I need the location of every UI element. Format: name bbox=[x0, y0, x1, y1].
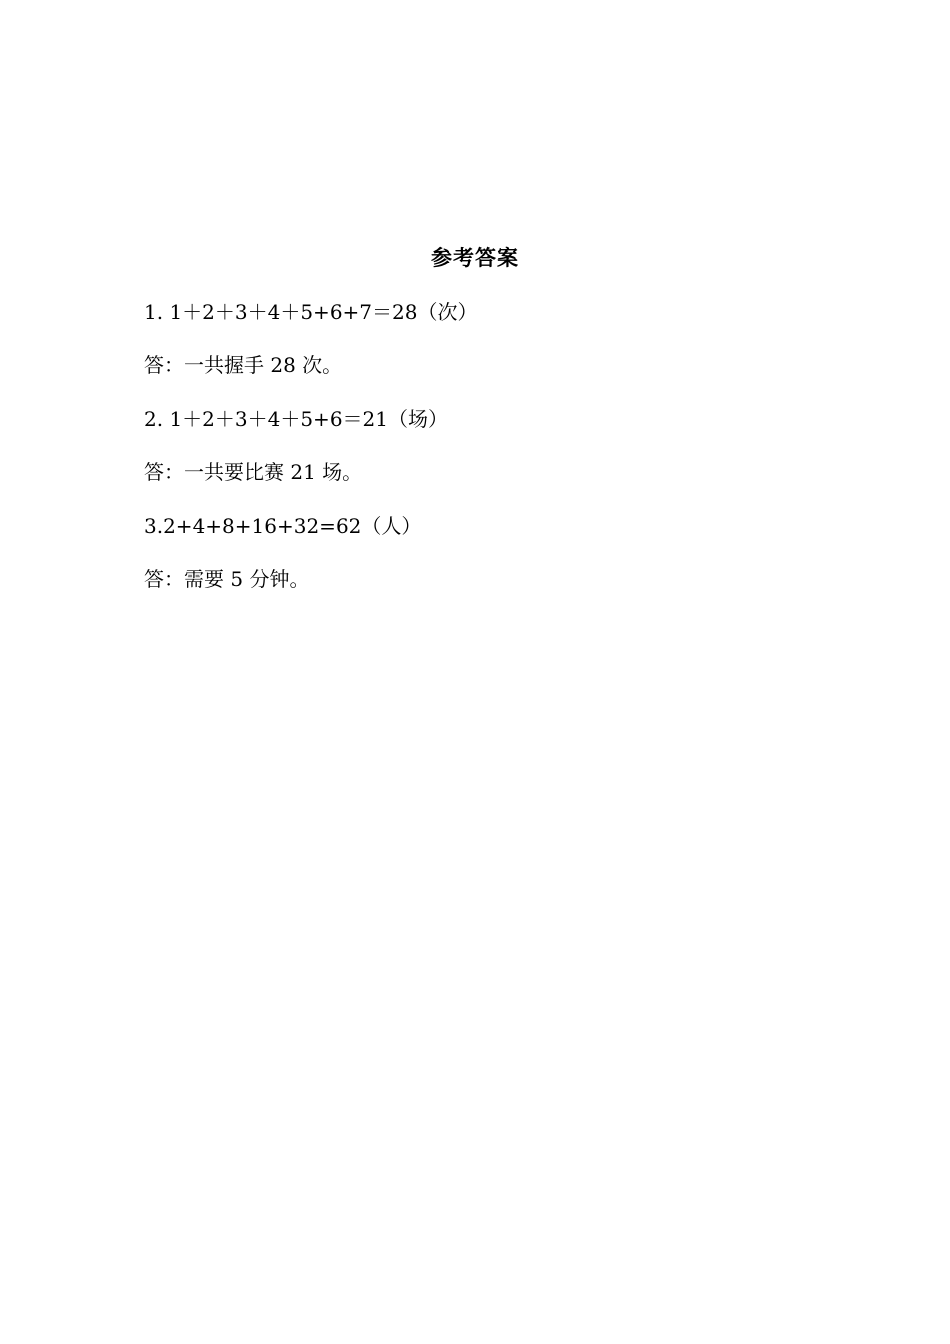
answer-1-equation: 1. 1＋2＋3＋4＋5+6+7＝28（次） bbox=[144, 300, 478, 324]
page-title: 参考答案 bbox=[431, 245, 519, 270]
answer-2-equation: 2. 1＋2＋3＋4＋5+6＝21（场） bbox=[144, 407, 448, 431]
answer-2-statement: 答：一共要比赛 21 场。 bbox=[144, 460, 363, 484]
answer-1-statement: 答：一共握手 28 次。 bbox=[144, 353, 343, 377]
answer-3-statement: 答：需要 5 分钟。 bbox=[144, 567, 310, 591]
answer-3-equation: 3.2+4+8+16+32=62（人） bbox=[144, 514, 422, 538]
